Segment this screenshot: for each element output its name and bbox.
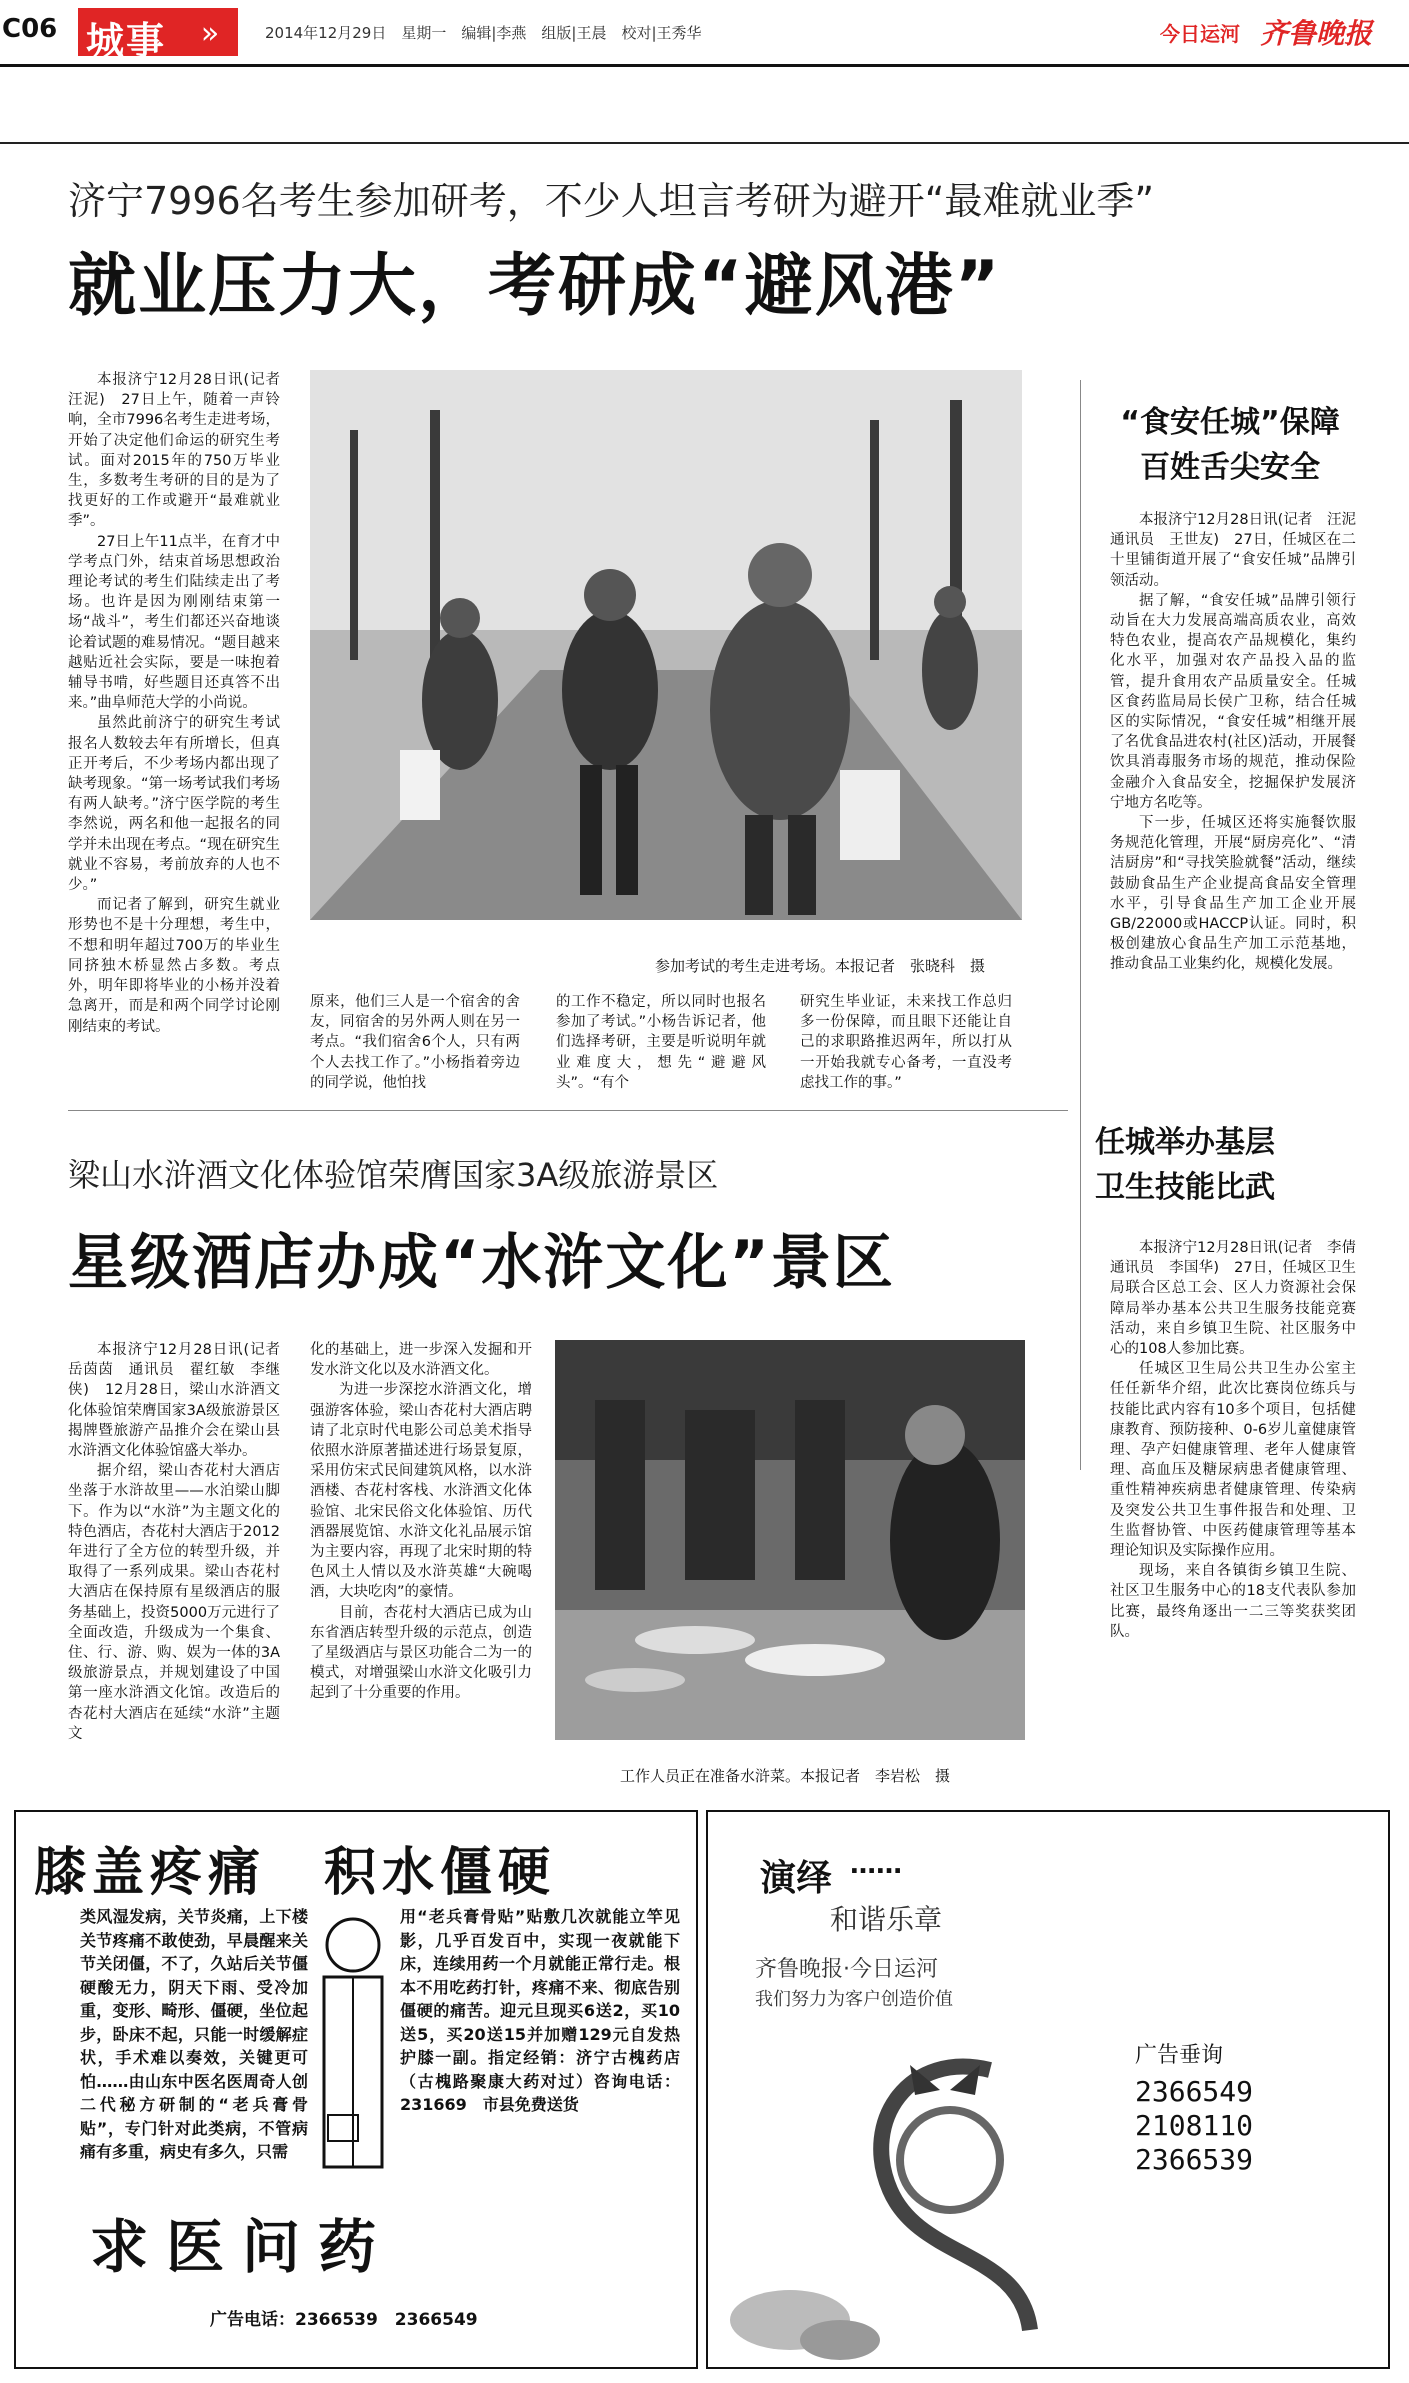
side1-body (1110, 510, 1371, 975)
story1-photo-caption: 参加考试的考生走进考场。本报记者 张晓科 摄 (655, 957, 986, 975)
ad1-right-text: 用“老兵膏骨贴”贴敷几次就能立竿见影，几乎百发百中，实现一夜就能下床，连续用药一个月就能正常行走。根本不用吃药打针，疼痛不来、彻底告别僵硬的痛苦。迎元旦现买6送2，买10送5，买20送15并加赠129元自发热护膝一副。指定经销：济宁古槐药店（古槐路聚康大药对过）咨询电话：231669 市县免费送货 (400, 1907, 680, 2114)
story1-photo (310, 370, 1022, 920)
side1-title-line2: 百姓舌尖安全 (1140, 450, 1320, 485)
side2-body (1110, 1238, 1371, 1642)
story1-column-2 (310, 992, 520, 1093)
paragraph: 为进一步深挖水浒酒文化，增强游客体验，梁山杏花村大酒店聘请了北京时代电影公司总美术指导依照水浒原著描述进行场景复原，采用仿宋式民间建筑风格，以水浒酒楼、杏花村客栈、水浒酒文化体验馆、北宋民俗文化体验馆、历代酒器展览馆、水浒文化礼品展示馆为主要内容，再现了北宋时期的特色风土人情以及水浒英雄“大碗喝酒，大块吃肉”的豪情。 (310, 1382, 532, 1601)
ad1-left-text: 类风湿发病，关节炎痛，上下楼关节疼痛不敢使劲，早晨醒来关节关闭僵，不了，久站后关节僵硬酸无力，阴天下雨、受冷加重，变形、畸形、僵硬，坐位起步，卧床不起，只能一时缓解症状，手术难以奏效，关键更可怕……由山东中医名医周奇人创二代秘方研制的“老兵膏骨贴”，专门针对此类病，不管病痛有多重，病史有多久，只需 (80, 1907, 308, 2161)
ad2-phone-2: 2108110 (1135, 2109, 1254, 2142)
violin-scroll-illustration (730, 2030, 1130, 2360)
story2-photo-caption: 工作人员正在准备水浒菜。本报记者 李岩松 摄 (620, 1767, 951, 1785)
ad2-phone-list (1135, 2075, 1253, 2177)
violin-butterfly-art (730, 2030, 1130, 2360)
paragraph: 任城区卫生局公共卫生办公室主任任新华介绍，此次比赛岗位练兵与技能比武内容有10多个项目，包括健康教育、预防接种、0-6岁儿童健康管理、孕产妇健康管理、老年人健康管理、高血压及糖尿病患者健康管理、重性精神疾病患者健康管理、传染病及突发公共卫生事件报告和处理、卫生监督协管、中医药健康管理等基本理论知识及实际操作应用。 (1110, 1361, 1356, 1560)
column-divider (1080, 380, 1081, 1470)
ad1-phone: 广告电话：2366539 2366549 (210, 2310, 478, 2330)
story1-headline: 就业压力大，考研成“避风港” (68, 247, 1002, 326)
column-label: 今日运河 (1160, 22, 1240, 46)
story2-column-2 (310, 1340, 532, 1704)
ad2-phone-1: 2366549 (1135, 2075, 1254, 2108)
side2-title-line1: 任城举办基层 (1095, 1125, 1275, 1160)
side1-title (1095, 400, 1365, 490)
story1-column-1 (68, 370, 295, 1037)
paragraph: 本报济宁12月28日讯(记者 汪泥) 27日上午，随着一声铃响，全市7996名考生走进考场，开始了决定他们命运的研究生考试。面对2015年的750万毕业生，多数考生考研的目的是为了找更好的工作或避开“最难就业季”。 (68, 372, 295, 530)
ad2-hotline-label: 广告垂询 (1135, 2043, 1224, 2068)
paragraph: 而记者了解到，研究生就业形势也不是十分理想，考生中，不想和明年超过700万的毕业生同挤独木桥显然占多数。考点外，明年即将毕业的小杨并没着急离开，而是和两个同学讨论刚刚结束的考试。 (68, 897, 280, 1035)
paragraph: 现场，来自各镇街乡镇卫生院、社区卫生服务中心的18支代表队参加比赛，最终角逐出一二三等奖获奖团队。 (1110, 1563, 1356, 1640)
story1-column-3 (556, 992, 766, 1093)
paragraph: 的工作不稳定，所以同时也报名参加了考试。”小杨告诉记者，他们选择考研，主要是听说明年就业难度大，想先“避避风头”。“有个 (556, 994, 766, 1091)
ad2-dots: …… (850, 1850, 902, 1880)
paragraph: 本报济宁12月28日讯(记者 汪泥 通讯员 王世友) 27日，任城区在二十里铺街道开展了“食安任城”品牌引领活动。 (1110, 512, 1371, 589)
paragraph: 原来，他们三人是一个宿舍的舍友，同宿舍的另外两人则在另一考点。“我们宿舍6个人，只有两个人去找工作了。”小杨指着旁边的同学说，他怕找 (310, 994, 520, 1091)
paragraph: 化的基础上，进一步深入发掘和开发水浒文化以及水浒酒文化。 (310, 1342, 532, 1379)
ad2-title: 演绎 (760, 1858, 833, 1899)
paragraph: 据了解，“食安任城”品牌引领行动旨在大力发展高端高质农业，高效特色农业，提高农产品规模化，集约化水平，加强对农产品投入品的监管，提升食用农产品质量安全。任城区食药监局局长侯广卫称，结合任城区的实际情况，“食安任城”相继开展了名优食品进农村(社区)活动，开展餐饮具消毒服务市场的规范，推动保险金融介入食品安全，挖掘保护发展济宁地方名吃等。 (1110, 592, 1356, 811)
page-number: C06 (2, 14, 58, 44)
side1-title-line1: “食安任城”保障 (1120, 405, 1340, 440)
paragraph: 27日上午11点半，在育才中学考点门外，结束首场思想政治理论考试的考生们陆续走出了考场。也许是因为刚刚结束第一场“战斗”，考生们都还兴奋地谈论着试题的难易情况。“题目越来越贴近社会实际，要是一味抱着辅导书啃，好些题目还真答不出来。”曲阜师范大学的小尚说。 (68, 533, 280, 712)
ad1-slogan: 求医问药 (90, 2213, 395, 2281)
students-walking-photo (310, 370, 1022, 920)
doctor-cartoon (316, 1905, 390, 2185)
story1-subhead: 济宁7996名考生参加研考，不少人坦言考研为避开“最难就业季” (68, 179, 1155, 223)
kitchen-staff-photo (555, 1340, 1025, 1740)
ad2-slogan: 我们努力为客户创造价值 (755, 1989, 953, 2010)
story1-column-4 (800, 992, 1012, 1093)
ad2-subtitle: 和谐乐章 (830, 1903, 943, 1936)
paragraph: 目前，杏花村大酒店已成为山东省酒店转型升级的示范点，创造了星级酒店与景区功能合二为一的模式，对增强梁山水浒文化吸引力起到了十分重要的作用。 (310, 1604, 532, 1702)
ad1-title: 膝盖疼痛 积水僵硬 (34, 1842, 557, 1903)
section-title: 城事 (86, 19, 167, 63)
paragraph: 虽然此前济宁的研究生考试报名人数较去年有所增长，但真正开考后，不少考场内都出现了缺考现象。“第一场考试我们考场有两人缺考。”济宁医学院的考生李然说，两名和他一起报名的同学并未出现在考点。“现在研究生就业不容易，考前放弃的人也不少。” (68, 715, 280, 894)
story2-photo (555, 1340, 1025, 1740)
header-rule (0, 64, 1409, 67)
paragraph: 本报济宁12月28日讯(记者 岳茵茵 通讯员 翟红敏 李继侠) 12月28日，梁山水浒酒文化体验馆荣膺国家3A级旅游景区揭牌暨旅游产品推介会在梁山县水浒酒文化体验馆盛大举办。 (68, 1342, 295, 1460)
double-chevron-icon: » (200, 16, 220, 51)
paragraph: 据介绍，梁山杏花村大酒店坐落于水浒故里——水泊梁山脚下。作为以“水浒”为主题文化的特色酒店，杏花村大酒店于2012年进行了全方位的转型升级，并取得了一系列成果。梁山杏花村大酒店在保持原有星级酒店的服务基础上，投资5000万元进行了全面改造，升级成为一个集食、住、行、游、购、娱为一体的3A级旅游景点，并规划建设了中国第一座水浒酒文化馆。改造后的杏花村大酒店在延续“水浒”主题文 (68, 1463, 280, 1742)
side2-title-line2: 卫生技能比武 (1095, 1170, 1275, 1205)
story-divider (68, 1110, 1068, 1111)
ad2-phone-3: 2366539 (1135, 2143, 1254, 2176)
paragraph: 本报济宁12月28日讯(记者 李倩 通讯员 李国华) 27日，任城区卫生局联合区总工会、区人力资源社会保障局举办基本公共卫生服务技能竞赛活动，来自乡镇卫生院、社区服务中心的108人参加比赛。 (1110, 1240, 1371, 1358)
story2-column-1 (68, 1340, 295, 1744)
side2-title (1095, 1120, 1305, 1210)
issue-meta: 2014年12月29日 星期一 编辑|李燕 组版|王晨 校对|王秀华 (265, 24, 702, 42)
story2-subhead: 梁山水浒酒文化体验馆荣膺国家3A级旅游景区 (68, 1156, 719, 1194)
ad2-paper-name: 齐鲁晚报·今日运河 (755, 1957, 938, 1982)
paper-logo: 齐鲁晚报 (1260, 17, 1373, 50)
paragraph: 下一步，任城区还将实施餐饮服务规范化管理，开展“厨房亮化”、“清洁厨房”和“寻找笑脸就餐”活动，继续鼓励食品生产企业提高食品安全管理水平，引导食品生产加工企业开展GB/22000或HACCP认证。同时，积极创建放心食品生产加工示范基地，推动食品工业集约化，规模化发展。 (1110, 815, 1356, 973)
header-rule-thin (0, 142, 1409, 144)
story2-headline: 星级酒店办成“水浒文化”景区 (68, 1228, 895, 1298)
paragraph: 研究生毕业证，未来找工作总归多一份保障，而且眼下还能让自己的求职路推迟两年，所以打从一开始我就专心备考，一直没考虑找工作的事。” (800, 994, 1012, 1091)
doctor-illustration (316, 1905, 390, 2185)
